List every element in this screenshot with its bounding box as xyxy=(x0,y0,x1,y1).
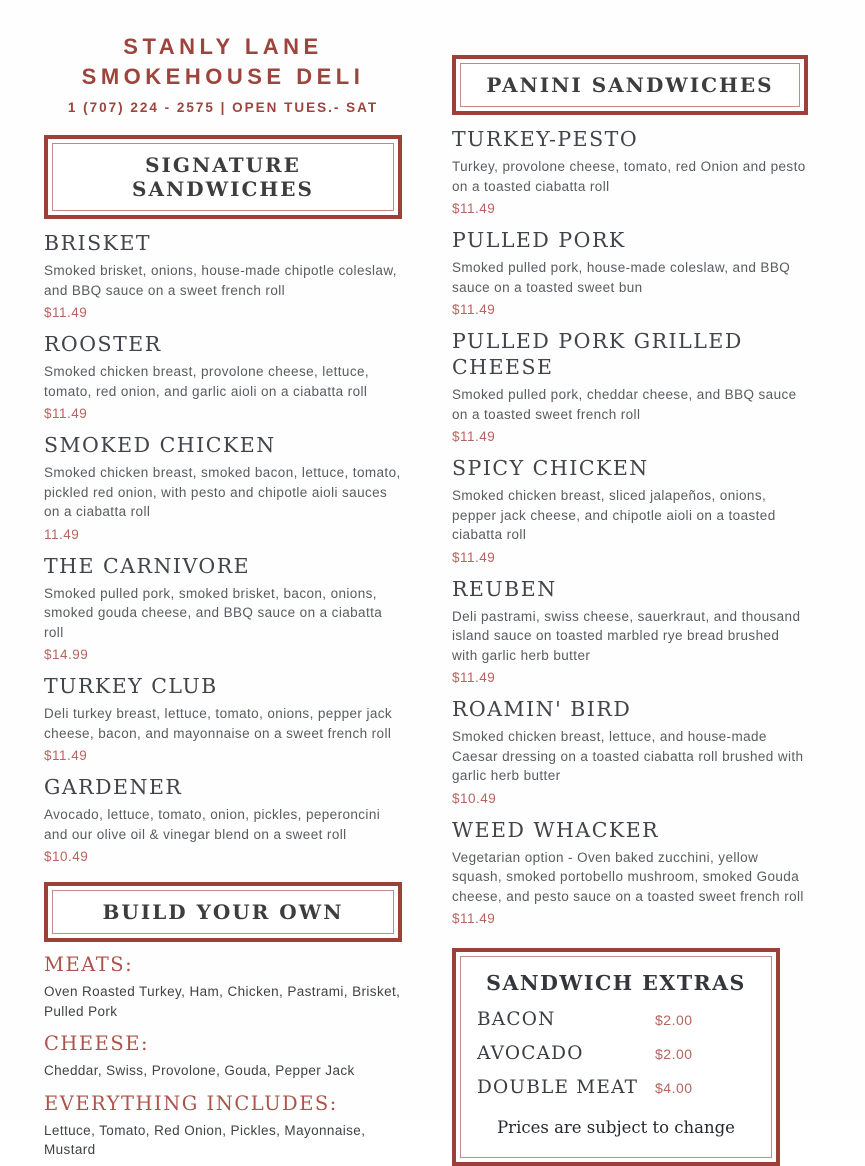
extras-item-price: $2.00 xyxy=(655,1046,693,1062)
build-section-label: EVERYTHING INCLUDES: xyxy=(44,1091,338,1115)
item-name: SMOKED CHICKEN xyxy=(44,433,276,457)
item-name: WEED WHACKER xyxy=(452,817,660,842)
item-price: $11.49 xyxy=(44,305,88,320)
menu-item xyxy=(452,576,808,686)
item-price: $11.49 xyxy=(452,911,496,926)
item-name: PULLED PORK xyxy=(452,228,626,252)
item-price: 11.49 xyxy=(44,526,80,542)
panini-sandwiches-box xyxy=(452,55,808,115)
item-price: $11.49 xyxy=(44,748,88,763)
brand-title-line1: STANLY LANE xyxy=(123,34,323,59)
item-name: TURKEY-PESTO xyxy=(452,127,639,151)
item-price: $14.99 xyxy=(44,647,89,662)
item-name: REUBEN xyxy=(452,576,557,601)
item-price: $11.49 xyxy=(44,406,88,421)
signature-sandwiches-box xyxy=(44,135,402,219)
item-name: SPICY CHICKEN xyxy=(452,456,649,480)
left-column xyxy=(44,0,402,1160)
build-section-everything-includes xyxy=(44,1091,402,1160)
item-name: ROOSTER xyxy=(44,332,162,356)
build-section-text: Cheddar, Swiss, Provolone, Gouda, Pepper Jack xyxy=(44,1063,355,1078)
extras-item-name: DOUBLE MEAT xyxy=(477,1077,639,1098)
signature-sandwiches-box-inner xyxy=(52,143,394,211)
brand-title-line2: SMOKEHOUSE DELI xyxy=(81,64,365,89)
menu-item xyxy=(44,774,402,864)
build-your-own-header: BUILD YOUR OWN xyxy=(102,900,344,924)
item-description: Smoked chicken breast, lettuce, and house-made Caesar dressing on a toasted ciabatta roll brushed with garlic herb butter xyxy=(452,729,804,783)
build-section-label: CHEESE: xyxy=(44,1032,150,1055)
menu-item xyxy=(44,432,402,542)
brand-header xyxy=(44,0,402,115)
build-section-text: Oven Roasted Turkey, Ham, Chicken, Pastrami, Brisket, Pulled Pork xyxy=(44,984,401,1019)
menu-item xyxy=(44,331,402,421)
item-description: Turkey, provolone cheese, tomato, red Onion and pesto on a toasted ciabatta roll xyxy=(452,159,806,194)
menu-item xyxy=(452,817,808,927)
menu-item xyxy=(44,230,402,320)
item-price: $11.49 xyxy=(452,201,496,216)
menu-item xyxy=(452,696,808,806)
extras-item-name: BACON xyxy=(477,1009,556,1030)
extras-row xyxy=(477,1043,755,1064)
item-price: $11.49 xyxy=(452,429,496,444)
phone-and-hours: 1 (707) 224 - 2575 | OPEN TUES.- SAT xyxy=(67,100,379,115)
item-name: BRISKET xyxy=(44,231,152,255)
sandwich-extras-box-inner xyxy=(460,956,772,1158)
menu-item xyxy=(44,553,402,663)
menu-item xyxy=(452,126,808,216)
item-description: Smoked pulled pork, house-made coleslaw, and BBQ sauce on a toasted sweet bun xyxy=(452,260,791,295)
build-section-text: Lettuce, Tomato, Red Onion, Pickles, Mayonnaise, Mustard xyxy=(44,1122,366,1157)
item-price: $11.49 xyxy=(452,670,496,685)
extras-row xyxy=(477,1077,755,1098)
right-column xyxy=(452,0,808,1166)
panini-sandwiches-box-inner xyxy=(460,63,800,107)
item-description: Vegetarian option - Oven baked zucchini, yellow squash, smoked portobello mushroom, smoked Gouda cheese, and pesto sauce on a toasted sweet french roll xyxy=(452,849,804,904)
item-description: Smoked chicken breast, provolone cheese, lettuce, tomato, red onion, and garlic aioli on a ciabatta roll xyxy=(44,364,370,399)
build-section-label: MEATS: xyxy=(44,953,134,976)
item-description: Avocado, lettuce, tomato, onion, pickles, peperoncini and our olive oil & vinegar blend on a sweet roll xyxy=(44,807,381,842)
item-price: $10.49 xyxy=(452,790,497,806)
extras-item-name: AVOCADO xyxy=(477,1043,584,1064)
item-name: PULLED PORK GRILLED CHEESE xyxy=(452,329,743,379)
signature-sandwiches-header: SIGNATURE SANDWICHES xyxy=(132,153,314,201)
build-your-own-box-inner xyxy=(52,890,394,934)
extras-item-price: $2.00 xyxy=(655,1012,693,1028)
item-description: Smoked pulled pork, cheddar cheese, and BBQ sauce on a toasted sweet french roll xyxy=(452,387,797,422)
build-your-own-box xyxy=(44,882,402,942)
item-description: Smoked chicken breast, smoked bacon, lettuce, tomato, pickled red onion, with pesto and chipotle aioli sauces on a ciabatta roll xyxy=(44,465,401,519)
item-name: GARDENER xyxy=(44,775,183,799)
menu-item xyxy=(452,455,808,565)
item-name: ROAMIN' BIRD xyxy=(452,697,632,721)
item-name: THE CARNIVORE xyxy=(44,553,251,578)
item-name: TURKEY CLUB xyxy=(44,674,218,698)
item-description: Deli turkey breast, lettuce, tomato, onions, pepper jack cheese, bacon, and mayonnaise on a sweet french roll xyxy=(44,706,393,741)
menu-item xyxy=(452,328,808,444)
item-price: $11.49 xyxy=(452,549,496,565)
panini-sandwiches-header: PANINI SANDWICHES xyxy=(486,73,774,97)
sandwich-extras-header: SANDWICH EXTRAS xyxy=(486,971,746,995)
extras-item-price: $4.00 xyxy=(655,1080,693,1096)
extras-row xyxy=(477,1009,755,1030)
sandwich-extras-box xyxy=(452,948,780,1166)
build-section-cheese xyxy=(44,1031,402,1081)
item-description: Smoked chicken breast, sliced jalapeños, onions, pepper jack cheese, and chipotle aioli on a toasted ciabatta roll xyxy=(452,488,776,542)
menu-item xyxy=(44,673,402,763)
item-price: $11.49 xyxy=(452,302,496,317)
item-description: Deli pastrami, swiss cheese, sauerkraut, and thousand island sauce on toasted marbled rye bread brushed with garlic herb butter xyxy=(452,608,801,663)
price-disclaimer: Prices are subject to change xyxy=(497,1118,735,1137)
build-section-meats xyxy=(44,952,402,1021)
item-price: $10.49 xyxy=(44,849,89,864)
item-description: Smoked pulled pork, smoked brisket, bacon, onions, smoked gouda cheese, and BBQ sauce on a ciabatta roll xyxy=(44,585,383,640)
menu-item xyxy=(452,227,808,317)
item-description: Smoked brisket, onions, house-made chipotle coleslaw, and BBQ sauce on a sweet french roll xyxy=(44,263,397,298)
